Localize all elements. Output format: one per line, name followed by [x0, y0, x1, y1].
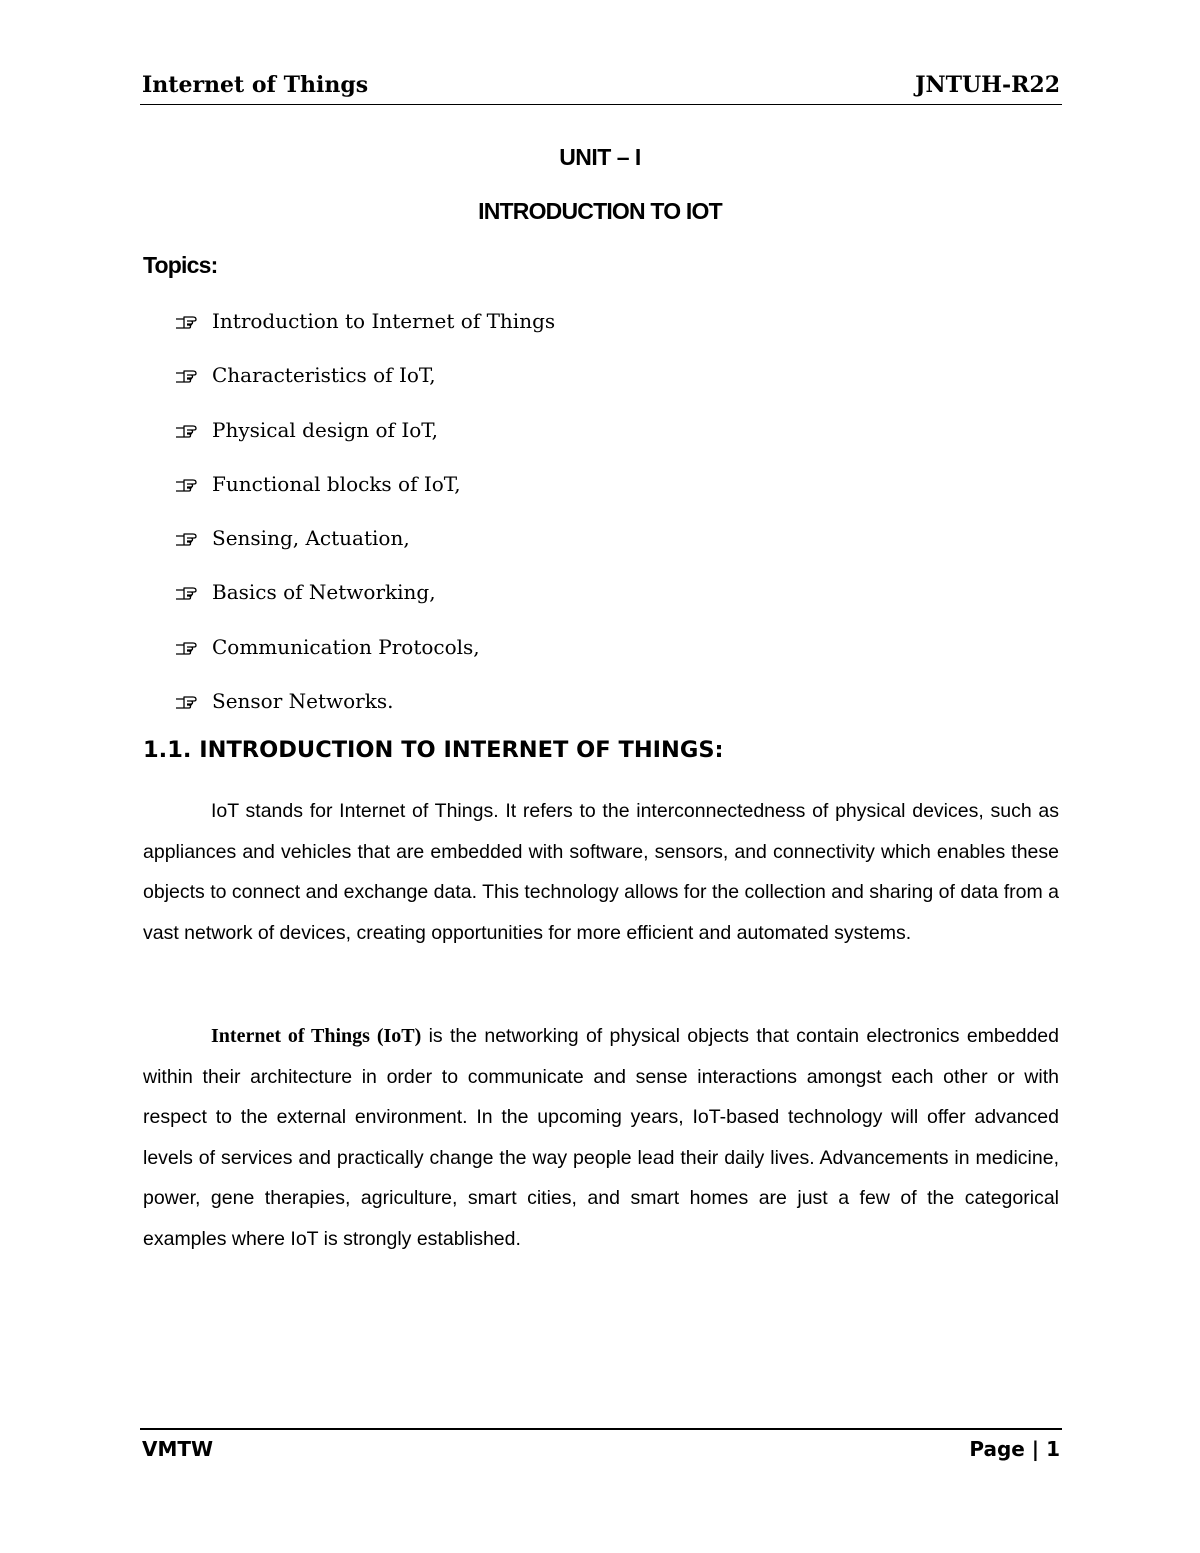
- pointing-hand-icon: [175, 424, 197, 440]
- topic-text: Characteristics of IoT,: [212, 363, 436, 387]
- unit-subtitle: INTRODUCTION TO IOT: [478, 198, 722, 224]
- header-regulation: JNTUH-R22: [915, 72, 1060, 98]
- pointing-hand-icon: [175, 478, 197, 494]
- pointing-hand-icon: [175, 532, 197, 548]
- footer-page-number: Page | 1: [969, 1437, 1060, 1461]
- iot-term-bold: Internet of Things (IoT): [211, 1025, 422, 1047]
- topic-text: Sensor Networks.: [212, 689, 394, 713]
- pointing-hand-icon: [175, 641, 197, 657]
- section-heading: 1.1. INTRODUCTION TO INTERNET OF THINGS:: [143, 737, 724, 763]
- pointing-hand-icon: [175, 369, 197, 385]
- topic-text: Introduction to Internet of Things: [212, 309, 556, 333]
- pointing-hand-icon: [175, 315, 197, 331]
- page-header: [140, 70, 1062, 105]
- topic-text: Functional blocks of IoT,: [212, 472, 461, 496]
- topics-label: Topics:: [143, 252, 218, 278]
- topic-text: Sensing, Actuation,: [212, 526, 410, 550]
- footer-institution: VMTW: [142, 1437, 214, 1461]
- intro-paragraph: IoT stands for Internet of Things. It refers to the interconnectedness of physical devices, such as appliances and vehicles that are embedded with software, sensors, and connectivity which enables these objects to connect and exchange data. This technology allows for the collection and sharing of data from a vast network of devices, creating opportunities for more efficient and automated systems.: [143, 800, 1059, 944]
- iot-definition-text: is the networking of physical objects that contain electronics embedded within their architecture in order to communicate and sense interactions amongst each other or with respect to the external environment. In the upcoming years, IoT-based technology will offer advanced levels of services and practically change the way people lead their daily lives. Advancements in medicine, power, gene therapies, agriculture, smart cities, and smart homes are just a few of the categorical examples where IoT is strongly established.: [143, 1025, 1059, 1250]
- pointing-hand-icon: [175, 586, 197, 602]
- topic-text: Physical design of IoT,: [212, 418, 439, 442]
- iot-definition-paragraph: [143, 1016, 1059, 1259]
- header-course-title: Internet of Things: [142, 72, 369, 98]
- topic-text: Communication Protocols,: [212, 635, 480, 659]
- pointing-hand-icon: [175, 695, 197, 711]
- unit-title: UNIT – I: [559, 144, 641, 170]
- page-footer: [140, 1428, 1062, 1470]
- topic-text: Basics of Networking,: [212, 580, 436, 604]
